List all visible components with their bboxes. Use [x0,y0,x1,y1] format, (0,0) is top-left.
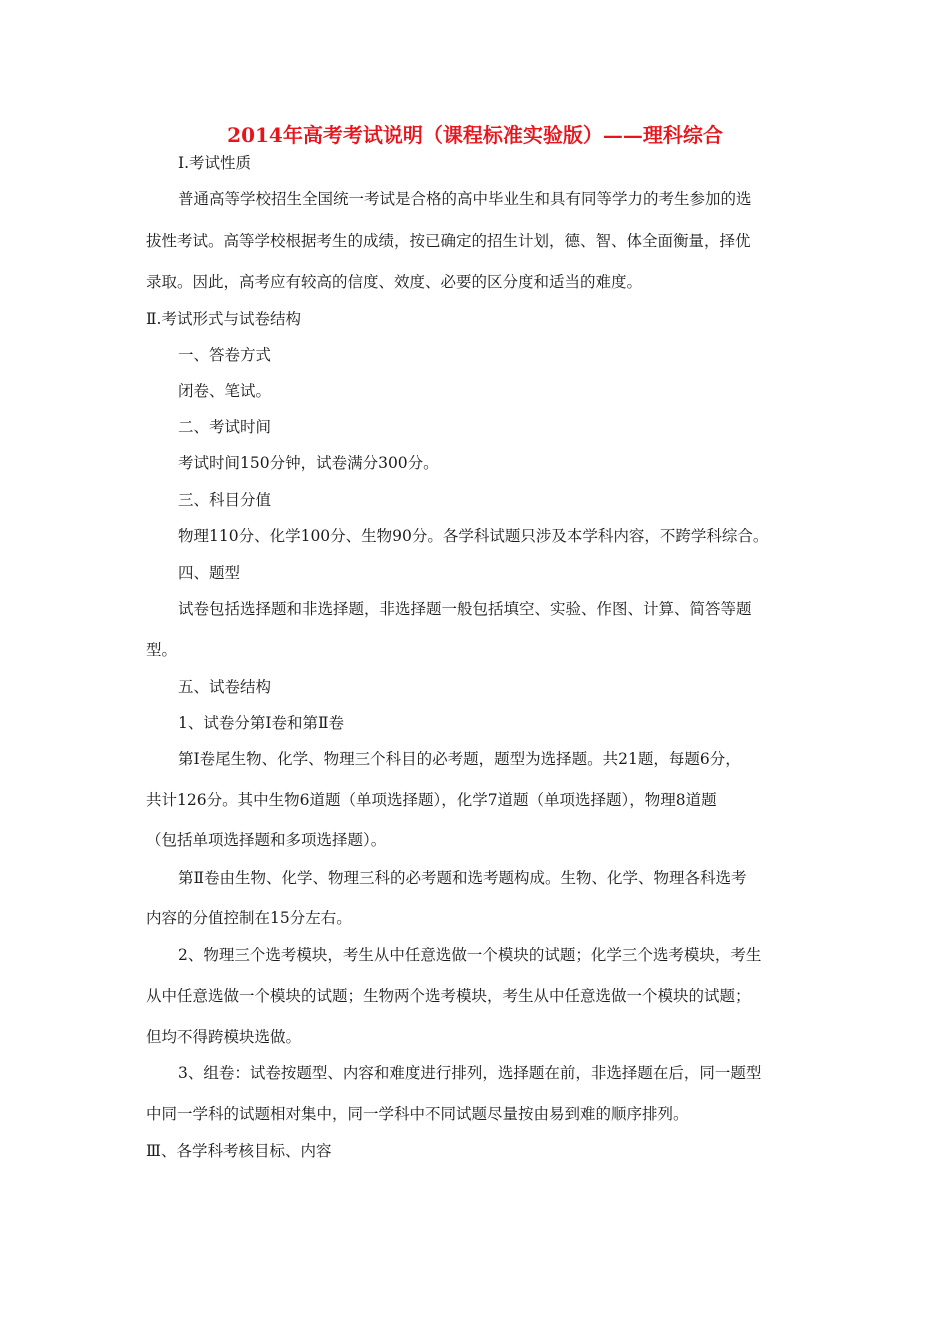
section-heading-3: Ⅲ、各学科考核目标、内容 [146,1142,332,1160]
document-title: 2014年高考考试说明（课程标准实验版）——理科综合 [227,123,723,147]
paragraph-line: 2、物理三个选考模块，考生从中任意选做一个模块的试题；化学三个选考模块，考生 [178,946,762,964]
paragraph-line: 拔性考试。高等学校根据考生的成绩，按已确定的招生计划，德、智、体全面衡量，择优 [146,232,751,250]
subheading: 三、科目分值 [178,491,272,509]
subheading: 四、题型 [178,564,241,582]
paragraph-line: （包括单项选择题和多项选择题）。 [146,831,387,849]
paragraph-line: 共计126分。其中生物6道题（单项选择题），化学7道题（单项选择题），物理8道题 [146,791,717,809]
subheading: 五、试卷结构 [178,678,272,696]
paragraph-line: 物理110分、化学100分、生物90分。各学科试题只涉及本学科内容，不跨学科综合。 [178,527,769,545]
paragraph-line: 从中任意选做一个模块的试题；生物两个选考模块，考生从中任意选做一个模块的试题； [146,987,751,1005]
paragraph-line: 第Ⅰ卷尾生物、化学、物理三个科目的必考题，题型为选择题。共21题，每题6分， [178,750,741,768]
paragraph-line: 录取。因此，高考应有较高的信度、效度、必要的区分度和适当的难度。 [146,273,643,291]
paragraph-line: 内容的分值控制在15分左右。 [146,909,352,927]
subheading: 1、试卷分第Ⅰ卷和第Ⅱ卷 [178,714,345,732]
paragraph-line: 试卷包括选择题和非选择题，非选择题一般包括填空、实验、作图、计算、简答等题 [178,600,752,618]
paragraph-line: 3、组卷：试卷按题型、内容和难度进行排列，选择题在前，非选择题在后，同一题型 [178,1064,762,1082]
paragraph-line: 第Ⅱ卷由生物、化学、物理三科的必考题和选考题构成。生物、化学、物理各科选考 [178,869,747,887]
section-heading-1: Ⅰ.考试性质 [178,154,252,172]
subheading: 一、答卷方式 [178,346,272,364]
paragraph-line: 但均不得跨模块选做。 [146,1028,302,1046]
paragraph-line: 中同一学科的试题相对集中，同一学科中不同试题尽量按由易到难的顺序排列。 [146,1105,689,1123]
paragraph-line: 型。 [146,641,178,659]
paragraph-line: 考试时间150分钟，试卷满分300分。 [178,454,439,472]
subheading: 二、考试时间 [178,418,272,436]
paragraph-line: 普通高等学校招生全国统一考试是合格的高中毕业生和具有同等学力的考生参加的选 [178,190,752,208]
section-heading-2: Ⅱ.考试形式与试卷结构 [146,310,301,328]
paragraph-line: 闭卷、笔试。 [178,382,272,400]
